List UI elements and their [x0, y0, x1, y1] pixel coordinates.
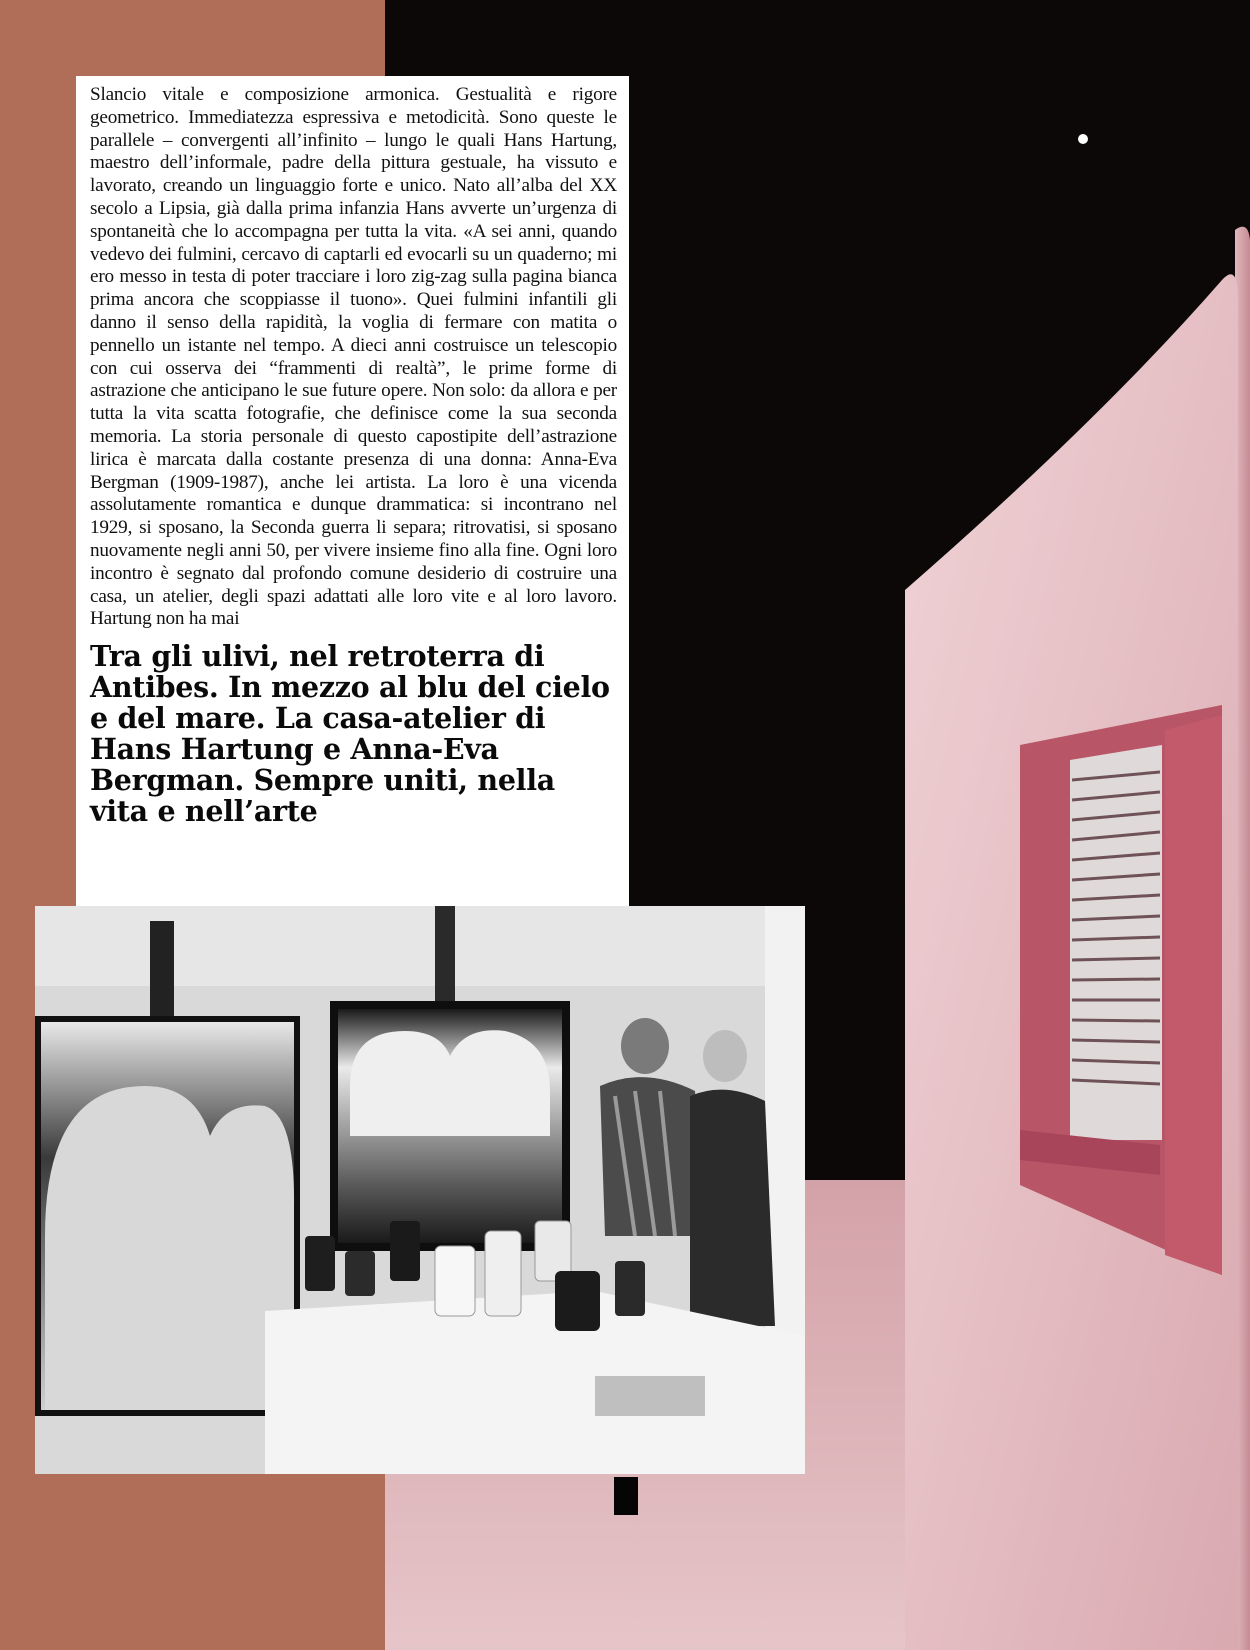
- easel-top-left: [150, 921, 174, 1016]
- star-light: [1078, 134, 1088, 144]
- studio-photo: [35, 906, 805, 1474]
- easel-top-right: [435, 906, 455, 1006]
- canvas-center: [330, 1001, 570, 1251]
- article-text-column: [76, 76, 629, 906]
- article-end-marker: [614, 1477, 638, 1515]
- article-body: Slancio vitale e composizione armonica. Gestualità e rigore geometrico. Immediatezza espressiva e metodicità. Sono queste le parallele – convergenti all’infinito – lungo le quali Hans Hartung, maestro dell’informale, padre della pittura gestuale, ha vissuto e lavorato, creando un linguaggio forte e unico. Nato all’alba del XX secolo a Lipsia, già dalla prima infanzia Hans avverte un’urgenza di spontaneità che lo accompagna per tutta la vita. «A sei anni, quando vedevo dei fulmini, cercavo di captarli ed evocarli su un quaderno; mi ero messo in testa di poter tracciare i loro zig-zag sulla pagina bianca prima ancora che scoppiasse il tuono». Quei fulmini infantili gli danno il senso della rapidità, la voglia di fermare con matita o pennello un istante nel tempo. A dieci anni costruisce un telescopio con cui osserva dei “frammenti di realtà”, le prime forme di astrazione che anticipano le sue future opere. Non solo: da allora e per tutta la vita scatta fotografie, che definisce come la sua seconda memoria. La storia personale di questo capostipite dell’astrazione lirica è marcata dalla costante presenza di una donna: Anna-Eva Bergman (1909-1987), anche lei artista. La loro è una vicenda assolutamente romantica e dunque drammatica: si incontrano nel 1929, si sposano, la Seconda guerra li separa; ritrovatisi, si sposano nuovamente negli anni 50, per vivere insieme fino alla fine. Ogni loro incontro è segnato dal profondo comune desiderio di costruire una casa, un atelier, degli spazi adattati alle loro vite e al loro lavoro. Hartung non ha mai: [90, 84, 617, 630]
- window-frame-right: [1165, 715, 1222, 1275]
- article-headline: Tra gli ulivi, nel retroterra di Antibes. In mezzo al blu del cielo e del mare. La casa-atelier di Hans Hartung e Anna-Eva Bergman. Sempre uniti, nella vita e nell’arte: [90, 639, 610, 829]
- canvas-left: [35, 1016, 300, 1416]
